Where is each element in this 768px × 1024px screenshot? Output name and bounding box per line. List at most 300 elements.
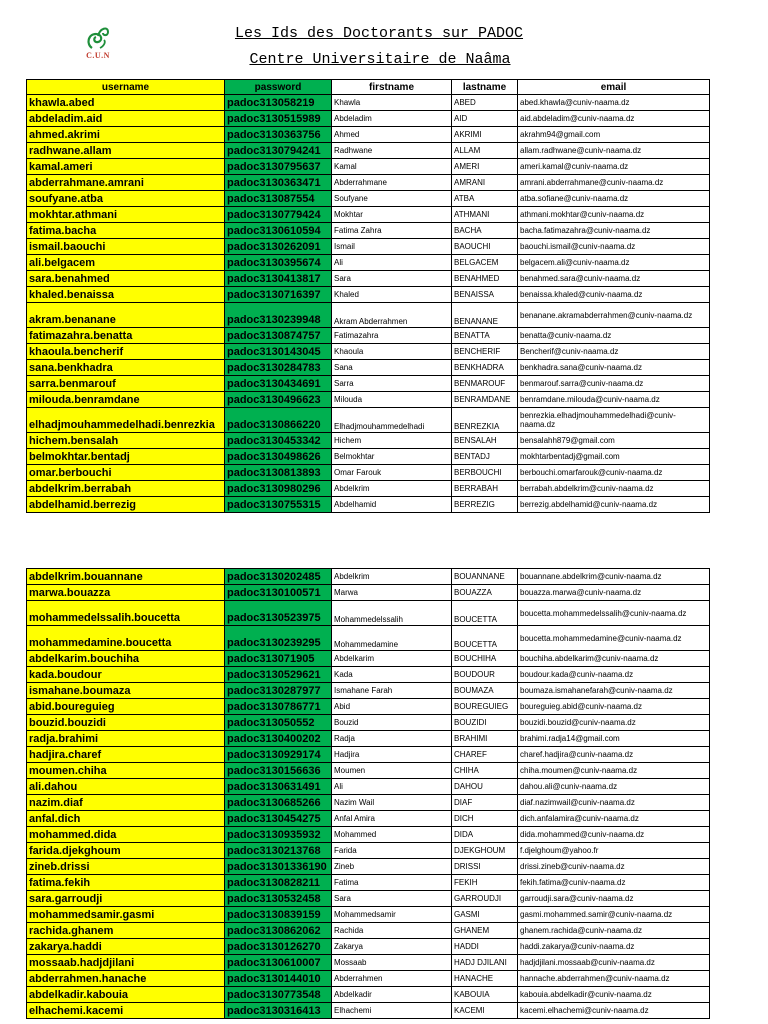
password-cell: padoc3130498626 (225, 449, 332, 465)
email-cell: mokhtarbentadj@gmail.com (518, 449, 710, 465)
lastname-cell: KACEMI (452, 1003, 518, 1019)
password-cell: padoc3130716397 (225, 287, 332, 303)
password-cell: padoc3130284783 (225, 360, 332, 376)
username-cell: mohammedsamir.gasmi (27, 907, 225, 923)
table-row (27, 127, 710, 143)
username-cell: radja.brahimi (27, 731, 225, 747)
lastname-cell: HADJ DJILANI (452, 955, 518, 971)
email-cell: ameri.kamal@cuniv-naama.dz (518, 159, 710, 175)
firstname-cell: Mohammedamine (332, 626, 452, 651)
table-row (27, 433, 710, 449)
firstname-cell: Farida (332, 843, 452, 859)
username-cell: abderrahmane.amrani (27, 175, 225, 191)
lastname-cell: BOUCETTA (452, 601, 518, 626)
password-cell: padoc3130929174 (225, 747, 332, 763)
doctorants-table-1 (26, 79, 710, 513)
header-username: username (27, 80, 225, 95)
password-cell: padoc3130794241 (225, 143, 332, 159)
password-cell: padoc3130779424 (225, 207, 332, 223)
lastname-cell: BRAHIMI (452, 731, 518, 747)
email-cell: bouazza.marwa@cuniv-naama.dz (518, 585, 710, 601)
firstname-cell: Moumen (332, 763, 452, 779)
table-row (27, 111, 710, 127)
lastname-cell: BOUDOUR (452, 667, 518, 683)
table-row (27, 223, 710, 239)
email-cell: bouannane.abdelkrim@cuniv-naama.dz (518, 569, 710, 585)
table-header-row (27, 80, 710, 95)
table-row (27, 143, 710, 159)
table-row (27, 667, 710, 683)
email-cell: bensalahh879@gmail.com (518, 433, 710, 449)
lastname-cell: GARROUDJI (452, 891, 518, 907)
table-row (27, 763, 710, 779)
firstname-cell: Abdelkrim (332, 481, 452, 497)
lastname-cell: BENANANE (452, 303, 518, 328)
firstname-cell: Elhadjmouhammedelhadi (332, 408, 452, 433)
lastname-cell: BACHA (452, 223, 518, 239)
table-row (27, 497, 710, 513)
username-cell: khaled.benaissa (27, 287, 225, 303)
table-row (27, 408, 710, 433)
header-firstname: firstname (332, 80, 452, 95)
page-subtitle: Centre Universitaire de Naâma (249, 51, 511, 68)
lastname-cell: DIDA (452, 827, 518, 843)
email-cell: benatta@cuniv-naama.dz (518, 328, 710, 344)
email-cell: hannache.abderrahmen@cuniv-naama.dz (518, 971, 710, 987)
table-row (27, 449, 710, 465)
username-cell: milouda.benramdane (27, 392, 225, 408)
firstname-cell: Ismail (332, 239, 452, 255)
firstname-cell: Zineb (332, 859, 452, 875)
username-cell: abid.boureguieg (27, 699, 225, 715)
table-row (27, 987, 710, 1003)
email-cell: berrezig.abdelhamid@cuniv-naama.dz (518, 497, 710, 513)
password-cell: padoc3130773548 (225, 987, 332, 1003)
email-cell: boucetta.mohammedamine@cuniv-naama.dz (518, 626, 710, 651)
password-cell: padoc313058219 (225, 95, 332, 111)
email-cell: dahou.ali@cuniv-naama.dz (518, 779, 710, 795)
page-title: Les Ids des Doctorants sur PADOC (234, 25, 524, 42)
lastname-cell: BENMAROUF (452, 376, 518, 392)
username-cell: zineb.drissi (27, 859, 225, 875)
email-cell: Bencherif@cuniv-naama.dz (518, 344, 710, 360)
lastname-cell: BERBOUCHI (452, 465, 518, 481)
firstname-cell: Fatima Zahra (332, 223, 452, 239)
username-cell: mohammedamine.boucetta (27, 626, 225, 651)
lastname-cell: BERREZIG (452, 497, 518, 513)
table-row (27, 159, 710, 175)
email-cell: boudour.kada@cuniv-naama.dz (518, 667, 710, 683)
lastname-cell: GHANEM (452, 923, 518, 939)
table-row (27, 715, 710, 731)
table-row (27, 731, 710, 747)
table-row (27, 585, 710, 601)
username-cell: khaoula.bencherif (27, 344, 225, 360)
email-cell: drissi.zineb@cuniv-naama.dz (518, 859, 710, 875)
firstname-cell: Sara (332, 271, 452, 287)
lastname-cell: ALLAM (452, 143, 518, 159)
email-cell: fekih.fatima@cuniv-naama.dz (518, 875, 710, 891)
email-cell: boureguieg.abid@cuniv-naama.dz (518, 699, 710, 715)
firstname-cell: Ahmed (332, 127, 452, 143)
firstname-cell: Hadjira (332, 747, 452, 763)
table-row (27, 626, 710, 651)
email-cell: hadjdjilani.mossaab@cuniv-naama.dz (518, 955, 710, 971)
table-row (27, 569, 710, 585)
username-cell: khawla.abed (27, 95, 225, 111)
password-cell: padoc3130213768 (225, 843, 332, 859)
password-cell: padoc3130862062 (225, 923, 332, 939)
firstname-cell: Zakarya (332, 939, 452, 955)
password-cell: padoc3130610007 (225, 955, 332, 971)
firstname-cell: Akram Abderrahmen (332, 303, 452, 328)
email-cell: kacemi.elhachemi@cuniv-naama.dz (518, 1003, 710, 1019)
table-row (27, 955, 710, 971)
email-cell: berbouchi.omarfarouk@cuniv-naama.dz (518, 465, 710, 481)
firstname-cell: Sarra (332, 376, 452, 392)
password-cell: padoc3130874757 (225, 328, 332, 344)
firstname-cell: Mohammedsamir (332, 907, 452, 923)
lastname-cell: DRISSI (452, 859, 518, 875)
table-row (27, 465, 710, 481)
lastname-cell: BOUANNANE (452, 569, 518, 585)
email-cell: boumaza.ismahanefarah@cuniv-naama.dz (518, 683, 710, 699)
table-row (27, 344, 710, 360)
lastname-cell: AKRIMI (452, 127, 518, 143)
username-cell: nazim.diaf (27, 795, 225, 811)
table-row (27, 683, 710, 699)
password-cell: padoc3130316413 (225, 1003, 332, 1019)
username-cell: radhwane.allam (27, 143, 225, 159)
username-cell: farida.djekghoum (27, 843, 225, 859)
username-cell: abdelkrim.bouannane (27, 569, 225, 585)
email-cell: akrahm94@gmail.com (518, 127, 710, 143)
lastname-cell: BENATTA (452, 328, 518, 344)
firstname-cell: Abdelkrim (332, 569, 452, 585)
lastname-cell: AMRANI (452, 175, 518, 191)
lastname-cell: BENSALAH (452, 433, 518, 449)
username-cell: ahmed.akrimi (27, 127, 225, 143)
password-cell: padoc3130434691 (225, 376, 332, 392)
password-cell: padoc3130100571 (225, 585, 332, 601)
username-cell: hadjira.charef (27, 747, 225, 763)
email-cell: bacha.fatimazahra@cuniv-naama.dz (518, 223, 710, 239)
table-row (27, 303, 710, 328)
password-cell: padoc3130287977 (225, 683, 332, 699)
firstname-cell: Abderrahmane (332, 175, 452, 191)
table-row (27, 811, 710, 827)
email-cell: ghanem.rachida@cuniv-naama.dz (518, 923, 710, 939)
lastname-cell: AMERI (452, 159, 518, 175)
table-row (27, 971, 710, 987)
table-row (27, 891, 710, 907)
firstname-cell: Khaoula (332, 344, 452, 360)
username-cell: ali.belgacem (27, 255, 225, 271)
password-cell: padoc3130239948 (225, 303, 332, 328)
firstname-cell: Belmokhtar (332, 449, 452, 465)
firstname-cell: Abid (332, 699, 452, 715)
password-cell: padoc3130980296 (225, 481, 332, 497)
password-cell: padoc3130786771 (225, 699, 332, 715)
password-cell: padoc3130685266 (225, 795, 332, 811)
password-cell: padoc3130413817 (225, 271, 332, 287)
header-password: password (225, 80, 332, 95)
email-cell: atba.sofiane@cuniv-naama.dz (518, 191, 710, 207)
table-row (27, 1003, 710, 1019)
password-cell: padoc3130755315 (225, 497, 332, 513)
firstname-cell: Sara (332, 891, 452, 907)
firstname-cell: Kamal (332, 159, 452, 175)
firstname-cell: Abdelkadir (332, 987, 452, 1003)
firstname-cell: Abdelhamid (332, 497, 452, 513)
email-cell: benaissa.khaled@cuniv-naama.dz (518, 287, 710, 303)
lastname-cell: KABOUIA (452, 987, 518, 1003)
password-cell: padoc3130523975 (225, 601, 332, 626)
table-row (27, 827, 710, 843)
password-cell: padoc3130795637 (225, 159, 332, 175)
firstname-cell: Rachida (332, 923, 452, 939)
username-cell: elhadjmouhammedelhadi.benrezkia (27, 408, 225, 433)
email-cell: charef.hadjira@cuniv-naama.dz (518, 747, 710, 763)
lastname-cell: DJEKGHOUM (452, 843, 518, 859)
firstname-cell: Abderrahmen (332, 971, 452, 987)
username-cell: elhachemi.kacemi (27, 1003, 225, 1019)
username-cell: marwa.bouazza (27, 585, 225, 601)
email-cell: allam.radhwane@cuniv-naama.dz (518, 143, 710, 159)
lastname-cell: BELGACEM (452, 255, 518, 271)
email-cell: abed.khawla@cuniv-naama.dz (518, 95, 710, 111)
username-cell: mohammedelssalih.boucetta (27, 601, 225, 626)
table-row (27, 939, 710, 955)
firstname-cell: Abdeladim (332, 111, 452, 127)
password-cell: padoc3130395674 (225, 255, 332, 271)
lastname-cell: BOUAZZA (452, 585, 518, 601)
lastname-cell: BENRAMDANE (452, 392, 518, 408)
table-row (27, 328, 710, 344)
firstname-cell: Anfal Amira (332, 811, 452, 827)
password-cell: padoc3130828211 (225, 875, 332, 891)
username-cell: sarra.benmarouf (27, 376, 225, 392)
firstname-cell: Ali (332, 779, 452, 795)
password-cell: padoc313071905 (225, 651, 332, 667)
firstname-cell: Ali (332, 255, 452, 271)
email-cell: bouchiha.abdelkarim@cuniv-naama.dz (518, 651, 710, 667)
firstname-cell: Mohammed (332, 827, 452, 843)
table-row (27, 923, 710, 939)
table-row (27, 207, 710, 223)
lastname-cell: CHAREF (452, 747, 518, 763)
email-cell: haddi.zakarya@cuniv-naama.dz (518, 939, 710, 955)
table-row (27, 779, 710, 795)
username-cell: abdelhamid.berrezig (27, 497, 225, 513)
table-row (27, 875, 710, 891)
email-cell: baouchi.ismail@cuniv-naama.dz (518, 239, 710, 255)
lastname-cell: ATBA (452, 191, 518, 207)
email-cell: benkhadra.sana@cuniv-naama.dz (518, 360, 710, 376)
password-cell: padoc31301336190 (225, 859, 332, 875)
firstname-cell: Marwa (332, 585, 452, 601)
lastname-cell: BENTADJ (452, 449, 518, 465)
username-cell: ali.dahou (27, 779, 225, 795)
username-cell: abdeladim.aid (27, 111, 225, 127)
username-cell: abdelkadir.kabouia (27, 987, 225, 1003)
email-cell: diaf.nazimwail@cuniv-naama.dz (518, 795, 710, 811)
table-row (27, 175, 710, 191)
username-cell: sara.garroudji (27, 891, 225, 907)
firstname-cell: Elhachemi (332, 1003, 452, 1019)
username-cell: hichem.bensalah (27, 433, 225, 449)
firstname-cell: Abdelkarim (332, 651, 452, 667)
username-cell: omar.berbouchi (27, 465, 225, 481)
username-cell: abdelkrim.berrabah (27, 481, 225, 497)
lastname-cell: BENAISSA (452, 287, 518, 303)
lastname-cell: BENKHADRA (452, 360, 518, 376)
email-cell: brahimi.radja14@gmail.com (518, 731, 710, 747)
firstname-cell: Soufyane (332, 191, 452, 207)
username-cell: bouzid.bouzidi (27, 715, 225, 731)
lastname-cell: BERRABAH (452, 481, 518, 497)
table-row (27, 843, 710, 859)
firstname-cell: Kada (332, 667, 452, 683)
email-cell: garroudji.sara@cuniv-naama.dz (518, 891, 710, 907)
username-cell: abderrahmen.hanache (27, 971, 225, 987)
lastname-cell: BOUCHIHA (452, 651, 518, 667)
password-cell: padoc3130610594 (225, 223, 332, 239)
lastname-cell: BOUZIDI (452, 715, 518, 731)
table-row (27, 601, 710, 626)
password-cell: padoc3130813893 (225, 465, 332, 481)
password-cell: padoc3130866220 (225, 408, 332, 433)
password-cell: padoc3130262091 (225, 239, 332, 255)
header-email: email (518, 80, 710, 95)
username-cell: fatima.bacha (27, 223, 225, 239)
password-cell: padoc3130126270 (225, 939, 332, 955)
password-cell: padoc313050552 (225, 715, 332, 731)
username-cell: fatima.fekih (27, 875, 225, 891)
username-cell: zakarya.haddi (27, 939, 225, 955)
password-cell: padoc3130239295 (225, 626, 332, 651)
firstname-cell: Khaled (332, 287, 452, 303)
password-cell: padoc3130143045 (225, 344, 332, 360)
email-cell: dich.anfalamira@cuniv-naama.dz (518, 811, 710, 827)
email-cell: boucetta.mohammedelssalih@cuniv-naama.dz (518, 601, 710, 626)
username-cell: anfal.dich (27, 811, 225, 827)
email-cell: f.djelghoum@yahoo.fr (518, 843, 710, 859)
logo-text: C.U.N (86, 51, 110, 60)
lastname-cell: GASMI (452, 907, 518, 923)
lastname-cell: BENCHERIF (452, 344, 518, 360)
lastname-cell: AID (452, 111, 518, 127)
password-cell: padoc3130400202 (225, 731, 332, 747)
table-row (27, 651, 710, 667)
table-row (27, 255, 710, 271)
username-cell: moumen.chiha (27, 763, 225, 779)
username-cell: sana.benkhadra (27, 360, 225, 376)
email-cell: gasmi.mohammed.samir@cuniv-naama.dz (518, 907, 710, 923)
lastname-cell: ATHMANI (452, 207, 518, 223)
password-cell: padoc313087554 (225, 191, 332, 207)
username-cell: abdelkarim.bouchiha (27, 651, 225, 667)
firstname-cell: Sana (332, 360, 452, 376)
doctorants-table-2 (26, 568, 710, 1019)
table-row (27, 287, 710, 303)
email-cell: benrezkia.elhadjmouhammedelhadi@cuniv-naama.dz (518, 408, 710, 433)
email-cell: aid.abdeladim@cuniv-naama.dz (518, 111, 710, 127)
email-cell: dida.mohammed@cuniv-naama.dz (518, 827, 710, 843)
firstname-cell: Fatima (332, 875, 452, 891)
table-row (27, 239, 710, 255)
header-lastname: lastname (452, 80, 518, 95)
username-cell: ismail.baouchi (27, 239, 225, 255)
lastname-cell: BENREZKIA (452, 408, 518, 433)
firstname-cell: Radja (332, 731, 452, 747)
table-row (27, 747, 710, 763)
lastname-cell: BOUCETTA (452, 626, 518, 651)
lastname-cell: HADDI (452, 939, 518, 955)
firstname-cell: Mossaab (332, 955, 452, 971)
password-cell: padoc3130631491 (225, 779, 332, 795)
lastname-cell: BAOUCHI (452, 239, 518, 255)
lastname-cell: HANACHE (452, 971, 518, 987)
email-cell: benahmed.sara@cuniv-naama.dz (518, 271, 710, 287)
table-row (27, 795, 710, 811)
email-cell: benramdane.milouda@cuniv-naama.dz (518, 392, 710, 408)
password-cell: padoc3130529621 (225, 667, 332, 683)
username-cell: sara.benahmed (27, 271, 225, 287)
username-cell: fatimazahra.benatta (27, 328, 225, 344)
password-cell: padoc3130532458 (225, 891, 332, 907)
firstname-cell: Mokhtar (332, 207, 452, 223)
firstname-cell: Hichem (332, 433, 452, 449)
username-cell: kamal.ameri (27, 159, 225, 175)
username-cell: belmokhtar.bentadj (27, 449, 225, 465)
lastname-cell: BOUREGUIEG (452, 699, 518, 715)
email-cell: belgacem.ali@cuniv-naama.dz (518, 255, 710, 271)
table-row (27, 859, 710, 875)
table-row (27, 95, 710, 111)
email-cell: kabouia.abdelkadir@cuniv-naama.dz (518, 987, 710, 1003)
firstname-cell: Mohammedelssalih (332, 601, 452, 626)
username-cell: akram.benanane (27, 303, 225, 328)
table-row (27, 907, 710, 923)
email-cell: benmarouf.sarra@cuniv-naama.dz (518, 376, 710, 392)
table-row (27, 191, 710, 207)
username-cell: kada.boudour (27, 667, 225, 683)
firstname-cell: Ismahane Farah (332, 683, 452, 699)
firstname-cell: Milouda (332, 392, 452, 408)
email-cell: bouzidi.bouzid@cuniv-naama.dz (518, 715, 710, 731)
table-row (27, 481, 710, 497)
email-cell: chiha.moumen@cuniv-naama.dz (518, 763, 710, 779)
username-cell: soufyane.atba (27, 191, 225, 207)
lastname-cell: CHIHA (452, 763, 518, 779)
password-cell: padoc3130202485 (225, 569, 332, 585)
password-cell: padoc3130839159 (225, 907, 332, 923)
firstname-cell: Radhwane (332, 143, 452, 159)
email-cell: benanane.akramabderrahmen@cuniv-naama.dz (518, 303, 710, 328)
lastname-cell: DAHOU (452, 779, 518, 795)
table-row (27, 360, 710, 376)
table-row (27, 271, 710, 287)
firstname-cell: Khawla (332, 95, 452, 111)
username-cell: mohammed.dida (27, 827, 225, 843)
lastname-cell: ABED (452, 95, 518, 111)
lastname-cell: DIAF (452, 795, 518, 811)
firstname-cell: Omar Farouk (332, 465, 452, 481)
username-cell: mossaab.hadjdjilani (27, 955, 225, 971)
email-cell: athmani.mokhtar@cuniv-naama.dz (518, 207, 710, 223)
email-cell: amrani.abderrahmane@cuniv-naama.dz (518, 175, 710, 191)
